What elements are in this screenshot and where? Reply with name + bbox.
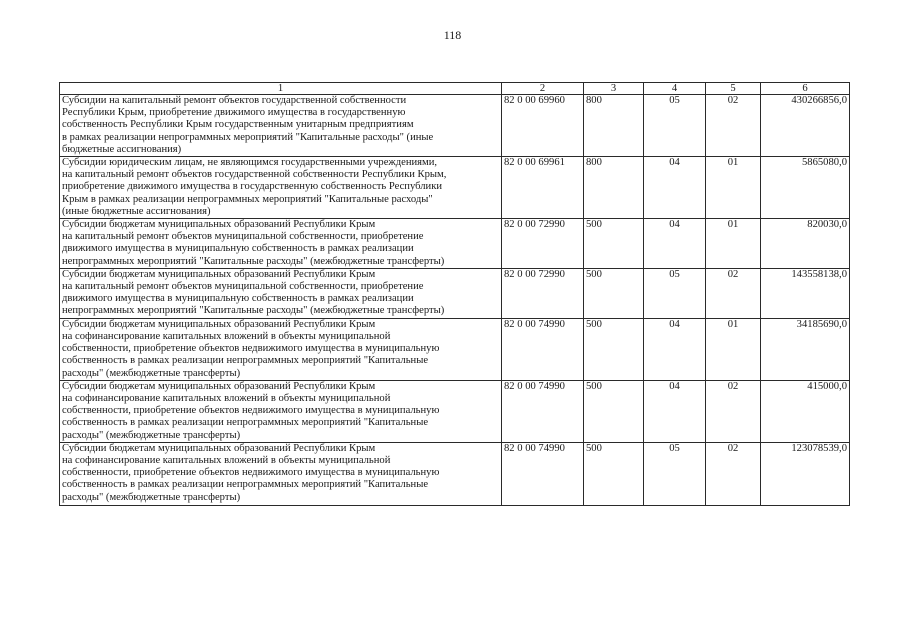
description-line: Субсидии бюджетам муниципальных образований Республики Крым <box>62 318 376 330</box>
row-section: 04 <box>644 157 706 219</box>
row-expense-type: 500 <box>584 318 644 380</box>
description-line: собственности, приобретение объектов недвижимого имущества в муниципальную <box>62 405 440 417</box>
table-row <box>60 442 850 505</box>
row-expense-type: 800 <box>584 95 644 157</box>
row-subsection: 02 <box>706 268 761 318</box>
description-line: расходы" (межбюджетные трансферты) <box>62 429 241 441</box>
row-amount: 820030,0 <box>761 219 850 269</box>
header-col-6: 6 <box>761 83 850 95</box>
row-description <box>60 268 502 318</box>
description-line: расходы" (межбюджетные трансферты) <box>62 491 241 503</box>
description-line: на капитальный ремонт объектов муниципальной собственности, приобретение <box>62 231 424 243</box>
description-line: на капитальный ремонт объектов государственной собственности Республики Крым, <box>62 169 447 181</box>
description-line: приобретение движимого имущества в государственную собственность Республики <box>62 181 443 193</box>
description-line: расходы" (межбюджетные трансферты) <box>62 367 241 379</box>
row-section: 04 <box>644 219 706 269</box>
description-line: на софинансирование капитальных вложений в объекты муниципальной <box>62 393 391 405</box>
row-code: 82 0 00 74990 <box>502 380 584 442</box>
description-line: Субсидии бюджетам муниципальных образований Республики Крым <box>62 442 376 454</box>
row-code: 82 0 00 72990 <box>502 268 584 318</box>
row-subsection: 02 <box>706 95 761 157</box>
description-line: непрограммных мероприятий "Капитальные расходы" (межбюджетные трансферты) <box>62 255 445 267</box>
row-description <box>60 219 502 269</box>
budget-table <box>59 82 850 506</box>
description-line: Субсидии юридическим лицам, не являющимся государственными учреждениями, <box>62 157 438 169</box>
page-number: 118 <box>443 28 462 42</box>
description-line: в рамках реализации непрограммных мероприятий "Капитальные расходы" (иные <box>62 131 434 143</box>
row-expense-type: 800 <box>584 157 644 219</box>
description-line: непрограммных мероприятий "Капитальные расходы" (межбюджетные трансферты) <box>62 305 445 317</box>
description-line: собственность в рамках реализации непрограммных мероприятий "Капитальные <box>62 417 429 429</box>
table-row <box>60 95 850 157</box>
row-subsection: 01 <box>706 219 761 269</box>
row-code: 82 0 00 69961 <box>502 157 584 219</box>
header-col-3: 3 <box>584 83 644 95</box>
description-line: собственность Республики Крым государственным унитарным предприятиям <box>62 119 414 131</box>
row-amount: 34185690,0 <box>761 318 850 380</box>
header-col-5: 5 <box>706 83 761 95</box>
description-line: собственности, приобретение объектов недвижимого имущества в муниципальную <box>62 343 440 355</box>
row-description <box>60 95 502 157</box>
description-line: собственность в рамках реализации непрограммных мероприятий "Капитальные <box>62 479 429 491</box>
table-row <box>60 380 850 442</box>
description-line: Субсидии бюджетам муниципальных образований Республики Крым <box>62 219 376 231</box>
row-code: 82 0 00 72990 <box>502 219 584 269</box>
header-col-1: 1 <box>60 83 502 95</box>
row-description <box>60 380 502 442</box>
row-expense-type: 500 <box>584 442 644 505</box>
description-line: Субсидии бюджетам муниципальных образований Республики Крым <box>62 380 376 392</box>
description-line: собственности, приобретение объектов недвижимого имущества в муниципальную <box>62 467 440 479</box>
table-row <box>60 157 850 219</box>
header-col-4: 4 <box>644 83 706 95</box>
row-amount: 430266856,0 <box>761 95 850 157</box>
row-expense-type: 500 <box>584 380 644 442</box>
row-subsection: 01 <box>706 157 761 219</box>
row-code: 82 0 00 74990 <box>502 442 584 505</box>
row-section: 05 <box>644 95 706 157</box>
row-description <box>60 442 502 505</box>
row-expense-type: 500 <box>584 219 644 269</box>
row-section: 04 <box>644 318 706 380</box>
description-line: собственность в рамках реализации непрограммных мероприятий "Капитальные <box>62 355 429 367</box>
row-section: 05 <box>644 268 706 318</box>
description-line: (иные бюджетные ассигнования) <box>62 205 211 217</box>
description-line: движимого имущества в муниципальную собственность в рамках реализации <box>62 293 414 305</box>
description-line: Субсидии на капитальный ремонт объектов государственной собственности <box>62 95 407 106</box>
description-line: движимого имущества в муниципальную собственность в рамках реализации <box>62 243 414 255</box>
table-row <box>60 318 850 380</box>
row-subsection: 01 <box>706 318 761 380</box>
description-line: бюджетные ассигнования) <box>62 143 182 155</box>
table-row <box>60 219 850 269</box>
description-line: на софинансирование капитальных вложений в объекты муниципальной <box>62 455 391 467</box>
description-line: Субсидии бюджетам муниципальных образований Республики Крым <box>62 268 376 280</box>
row-section: 05 <box>644 442 706 505</box>
description-line: Республики Крым, приобретение движимого имущества в государственную <box>62 107 406 119</box>
row-code: 82 0 00 74990 <box>502 318 584 380</box>
row-amount: 5865080,0 <box>761 157 850 219</box>
header-row <box>60 83 850 95</box>
row-amount: 123078539,0 <box>761 442 850 505</box>
row-amount: 415000,0 <box>761 380 850 442</box>
description-line: на софинансирование капитальных вложений в объекты муниципальной <box>62 331 391 343</box>
description-line: Крым в рамках реализации непрограммных мероприятий "Капитальные расходы" <box>62 193 433 205</box>
description-line: на капитальный ремонт объектов муниципальной собственности, приобретение <box>62 281 424 293</box>
row-description <box>60 157 502 219</box>
row-subsection: 02 <box>706 380 761 442</box>
row-section: 04 <box>644 380 706 442</box>
header-col-2: 2 <box>502 83 584 95</box>
row-expense-type: 500 <box>584 268 644 318</box>
row-amount: 143558138,0 <box>761 268 850 318</box>
row-subsection: 02 <box>706 442 761 505</box>
row-code: 82 0 00 69960 <box>502 95 584 157</box>
table-row <box>60 268 850 318</box>
row-description <box>60 318 502 380</box>
